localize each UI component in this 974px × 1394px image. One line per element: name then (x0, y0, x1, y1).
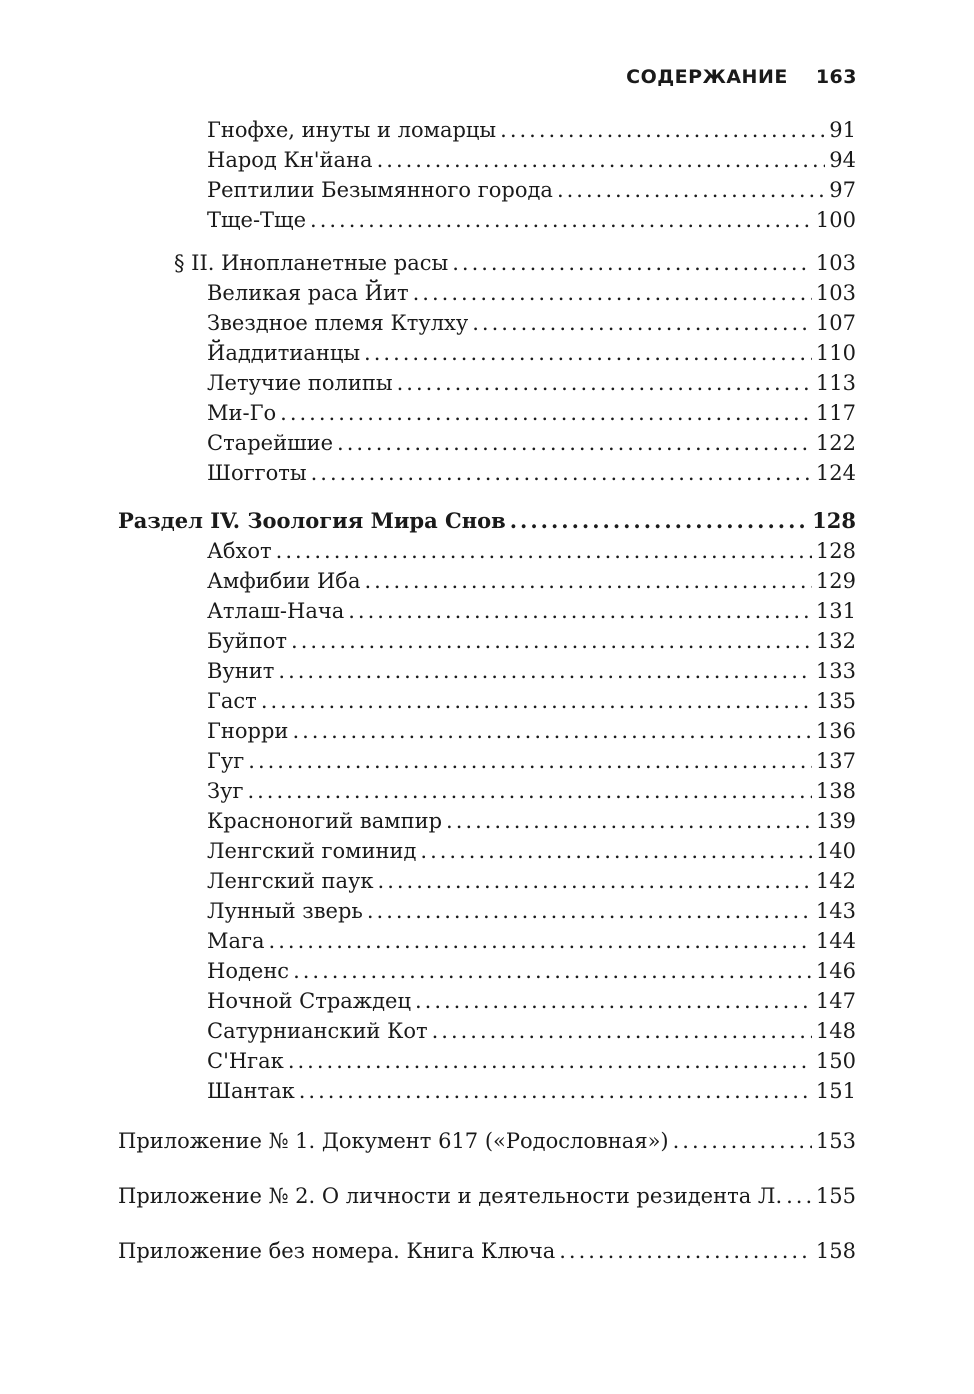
toc-entry-title: Абхот (207, 539, 272, 563)
dot-leader (472, 308, 812, 338)
toc-entry-title: Гнорри (207, 719, 289, 743)
toc-entry-title: Шантак (207, 1079, 295, 1103)
dot-leader (248, 746, 812, 776)
toc-entry-page: 146 (815, 959, 856, 983)
toc-entry[interactable] (118, 175, 856, 205)
toc-entry-title: Атлаш-Нача (207, 599, 345, 623)
page-number: 163 (815, 66, 857, 88)
toc-entry[interactable] (118, 1076, 856, 1106)
dot-leader (280, 398, 812, 428)
toc-entry[interactable] (118, 776, 856, 806)
toc-entry-page: 100 (815, 208, 856, 232)
toc-entry-page: 129 (815, 569, 856, 593)
dot-leader (288, 1046, 812, 1076)
dot-leader (276, 536, 812, 566)
toc-entry-page: 117 (815, 401, 856, 425)
toc-entry-title: Рептилии Безымянного города (207, 178, 553, 202)
toc-entry[interactable] (118, 596, 856, 626)
toc-section-entry[interactable] (118, 248, 856, 278)
toc-appendix-entry[interactable] (118, 1236, 856, 1266)
toc-entry-title: Йаддитианцы (207, 341, 361, 365)
toc-entry-title: § II. Инопланетные расы (174, 251, 449, 275)
toc-entry-title: Зуг (207, 779, 244, 803)
toc-entry-title: Гнофхе, инуты и ломарцы (207, 118, 497, 142)
dot-leader (292, 716, 811, 746)
toc-entry-page: 113 (815, 371, 856, 395)
dot-leader (247, 776, 811, 806)
toc-entry-title: Приложение № 1. Документ 617 («Родословная») (118, 1129, 669, 1153)
toc-entry-page: 97 (829, 178, 856, 202)
table-of-contents (118, 115, 856, 1266)
toc-entry-title: Старейшие (207, 431, 334, 455)
dot-leader (510, 506, 808, 536)
toc-entry-title: Сатурнианский Кот (207, 1019, 428, 1043)
toc-entry-title: Шогготы (207, 461, 307, 485)
toc-entry[interactable] (118, 338, 856, 368)
toc-entry[interactable] (118, 398, 856, 428)
toc-entry-page: 140 (815, 839, 856, 863)
toc-entry[interactable] (118, 806, 856, 836)
toc-entry-page: 137 (815, 749, 856, 773)
toc-entry[interactable] (118, 836, 856, 866)
toc-entry-title: Народ Кн'йана (207, 148, 373, 172)
toc-entry-page: 147 (815, 989, 856, 1013)
toc-entry-title: Лунный зверь (207, 899, 363, 923)
toc-entry[interactable] (118, 626, 856, 656)
dot-leader (310, 205, 812, 235)
toc-entry[interactable] (118, 205, 856, 235)
dot-leader (415, 986, 812, 1016)
toc-entry-title: Тще-Тще (207, 208, 307, 232)
dot-leader (364, 566, 811, 596)
toc-entry-page: 135 (815, 689, 856, 713)
toc-entry-title: Ленгский паук (207, 869, 374, 893)
toc-entry[interactable] (118, 956, 856, 986)
toc-entry-page: 155 (815, 1184, 856, 1208)
dot-leader (377, 145, 826, 175)
toc-entry-page: 153 (815, 1129, 856, 1153)
toc-entry[interactable] (118, 1046, 856, 1076)
dot-leader (559, 1236, 812, 1266)
toc-entry-page: 144 (815, 929, 856, 953)
running-head (626, 66, 857, 88)
toc-entry-title: Гуг (207, 749, 245, 773)
dot-leader (299, 1076, 812, 1106)
toc-entry-title: Ноденс (207, 959, 290, 983)
toc-entry[interactable] (118, 536, 856, 566)
dot-leader (432, 1016, 812, 1046)
toc-entry-title: Красноногий вампир (207, 809, 443, 833)
toc-entry-title: Раздел IV. Зоология Мира Снов (118, 508, 506, 533)
dot-leader (269, 926, 812, 956)
toc-entry-page: 110 (815, 341, 856, 365)
toc-entry[interactable] (118, 566, 856, 596)
dot-leader (378, 866, 812, 896)
toc-entry-page: 138 (815, 779, 856, 803)
toc-entry-page: 142 (815, 869, 856, 893)
dot-leader (364, 338, 812, 368)
toc-entry-page: 128 (812, 508, 856, 533)
toc-entry-title: Приложение без номера. Книга Ключа (118, 1239, 556, 1263)
toc-entry-title: Гаст (207, 689, 257, 713)
toc-entry-page: 143 (815, 899, 856, 923)
dot-leader (293, 956, 812, 986)
toc-entry[interactable] (118, 746, 856, 776)
running-head-title: СОДЕРЖАНИЕ (626, 66, 788, 88)
toc-entry[interactable] (118, 115, 856, 145)
dot-leader (786, 1181, 812, 1211)
toc-appendix-entry[interactable] (118, 1126, 856, 1156)
toc-entry-title: Буйпот (207, 629, 288, 653)
toc-entry-title: Ленгский гоминид (207, 839, 417, 863)
dot-leader (337, 428, 812, 458)
toc-entry[interactable] (118, 428, 856, 458)
toc-entry[interactable] (118, 458, 856, 488)
toc-entry-page: 136 (815, 719, 856, 743)
dot-leader (452, 248, 812, 278)
toc-entry[interactable] (118, 686, 856, 716)
dot-leader (291, 626, 812, 656)
toc-entry-page: 150 (815, 1049, 856, 1073)
toc-entry-title: Звездное племя Ктулху (207, 311, 469, 335)
toc-entry[interactable] (118, 716, 856, 746)
toc-entry-page: 131 (815, 599, 856, 623)
toc-entry-page: 124 (815, 461, 856, 485)
toc-entry[interactable] (118, 926, 856, 956)
dot-leader (413, 278, 812, 308)
toc-entry-page: 139 (815, 809, 856, 833)
toc-entry-title: Амфибии Иба (207, 569, 361, 593)
toc-entry-page: 103 (815, 251, 856, 275)
dot-leader (446, 806, 812, 836)
dot-leader (311, 458, 812, 488)
toc-entry-page: 148 (815, 1019, 856, 1043)
toc-entry[interactable] (118, 866, 856, 896)
dot-leader (278, 656, 812, 686)
toc-entry-page: 94 (829, 148, 856, 172)
toc-entry-page: 128 (815, 539, 856, 563)
toc-entry-title: Ми-Го (207, 401, 277, 425)
toc-entry[interactable] (118, 986, 856, 1016)
toc-entry-page: 133 (815, 659, 856, 683)
toc-entry[interactable] (118, 145, 856, 175)
toc-entry-title: С'Нгак (207, 1049, 284, 1073)
toc-entry[interactable] (118, 278, 856, 308)
toc-entry[interactable] (118, 308, 856, 338)
toc-appendix-entry[interactable] (118, 1181, 856, 1211)
toc-entry-page: 132 (815, 629, 856, 653)
dot-leader (348, 596, 812, 626)
dot-leader (420, 836, 812, 866)
toc-entry-page: 158 (815, 1239, 856, 1263)
dot-leader (673, 1126, 812, 1156)
toc-entry-title: Летучие полипы (207, 371, 393, 395)
toc-entry-title: Вунит (207, 659, 275, 683)
toc-entry-title: Великая раса Йит (207, 281, 409, 305)
toc-entry[interactable] (118, 368, 856, 398)
toc-part-entry[interactable] (118, 506, 856, 536)
toc-entry-page: 151 (815, 1079, 856, 1103)
dot-leader (397, 368, 812, 398)
toc-entry[interactable] (118, 1016, 856, 1046)
toc-entry[interactable] (118, 656, 856, 686)
toc-entry-title: Приложение № 2. О личности и деятельности резидента Л. (118, 1184, 783, 1208)
toc-entry-page: 107 (815, 311, 856, 335)
toc-entry-page: 91 (829, 118, 856, 142)
dot-leader (261, 686, 812, 716)
dot-leader (557, 175, 825, 205)
toc-entry-title: Ночной Страждец (207, 989, 411, 1013)
toc-entry-page: 122 (815, 431, 856, 455)
toc-entry-page: 103 (815, 281, 856, 305)
toc-entry[interactable] (118, 896, 856, 926)
dot-leader (367, 896, 812, 926)
toc-entry-title: Мага (207, 929, 265, 953)
dot-leader (500, 115, 825, 145)
